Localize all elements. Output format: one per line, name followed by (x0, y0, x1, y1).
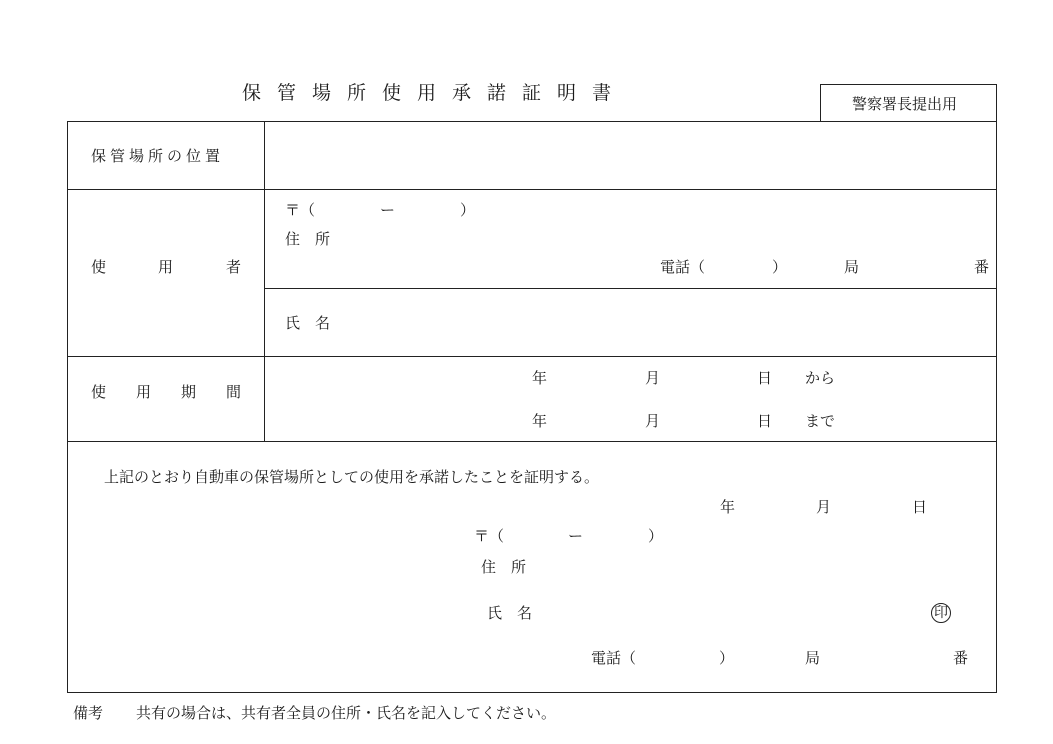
row-divider-period (67, 441, 997, 442)
user-phone-station: 局 (844, 258, 860, 276)
user-label-char-1: 使 (91, 258, 107, 276)
note-text: 共有の場合は、共有者全員の住所・氏名を記入してください。 (136, 704, 557, 722)
period-from-year: 年 (532, 369, 548, 387)
period-until-year: 年 (532, 412, 548, 430)
certification-statement: 上記のとおり自動車の保管場所としての使用を承諾したことを証明する。 (104, 468, 600, 486)
certifier-postal-dash: ー (568, 527, 584, 545)
submit-label: 警察署長提出用 (852, 95, 958, 113)
period-from-day: 日 (757, 369, 773, 387)
certifier-phone-label: 電話（ (591, 649, 637, 667)
user-name-label: 氏 名 (285, 314, 331, 332)
row-divider-user (67, 356, 997, 357)
seal-icon: 印 (931, 603, 951, 623)
certifier-address-label: 住 所 (481, 558, 527, 576)
certification-day: 日 (912, 498, 928, 516)
user-label-char-2: 用 (158, 258, 174, 276)
certifier-postal-mark: 〒（ (474, 527, 505, 545)
certifier-phone-number: 番 (953, 649, 969, 667)
certification-year: 年 (720, 498, 736, 516)
user-phone-label: 電話（ (660, 258, 706, 276)
certifier-postal-close: ） (648, 527, 664, 545)
period-label-char-4: 間 (226, 383, 242, 401)
certification-month: 月 (816, 498, 832, 516)
certifier-name-label: 氏 名 (487, 604, 533, 622)
certifier-phone-station: 局 (805, 649, 821, 667)
row-divider-user-name (264, 288, 997, 289)
period-until-suffix: まで (805, 412, 836, 430)
certifier-phone-close: ） (719, 649, 735, 667)
user-postal-mark: 〒（ (285, 201, 316, 219)
user-label-char-3: 者 (226, 258, 242, 276)
location-field[interactable] (268, 126, 992, 186)
period-until-day: 日 (757, 412, 773, 430)
user-phone-close: ） (772, 258, 788, 276)
period-from-month: 月 (645, 369, 661, 387)
period-from-suffix: から (805, 369, 836, 387)
user-phone-number: 番 (974, 258, 990, 276)
user-postal-dash: ー (380, 201, 396, 219)
row-divider-location (67, 189, 997, 190)
period-until-month: 月 (645, 412, 661, 430)
period-label-char-1: 使 (91, 383, 107, 401)
location-label: 保管場所の位置 (91, 147, 225, 165)
label-column-divider (264, 121, 265, 441)
period-label-char-3: 期 (181, 383, 197, 401)
user-address-label: 住 所 (285, 230, 331, 248)
period-label-char-2: 用 (136, 383, 152, 401)
page-title: 保管場所使用承諾証明書 (242, 82, 628, 104)
note-label: 備考 (73, 704, 104, 722)
user-postal-close: ） (460, 201, 476, 219)
